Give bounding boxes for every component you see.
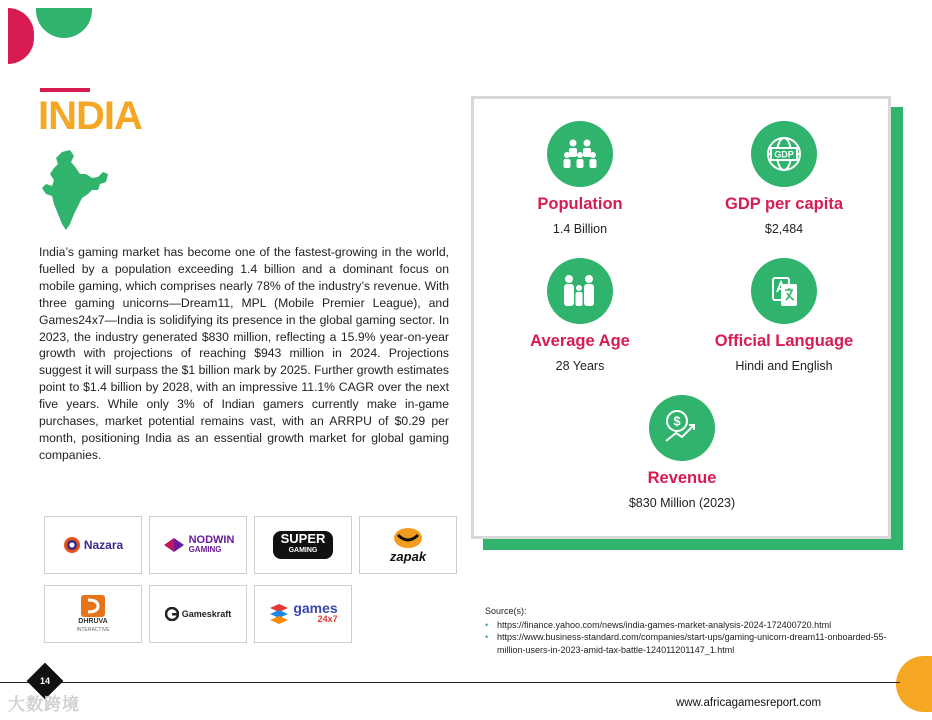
logo-nodwin <box>149 516 247 574</box>
intro-paragraph: India’s gaming market has become one of the fastest-growing in the world, fuelled by a population exceeding 1.4 billion and a dominant focus on mobile gaming, which comprises nearly 78% of the industry’s revenue. With three gaming unicorns—Dream11, MPL (Mobile Premier League), and Games24x7—India is solidifying its presence in the global gaming sector. In 2023, the industry generated $830 million, reflecting a 15.9% year-on-year growth with projections of reaching $943 million in 2024. Projections suggest it will surpass the $1 billion mark by 2025. Further growth estimates point to $1.4 billion by 2028, with an impressive 11.1% CAGR over the next five years. While only 3% of Indian gamers currently make in-game purchases, market potential remains vast, with an ARRPU of $0.29 per month, positioning India as an essential growth market for global gaming companies. <box>39 245 449 462</box>
source-link[interactable]: • https://www.business-standard.com/companies/start-ups/gaming-unicorn-dream11-onboarded-55-million-users-in-2023-amid-tax-battle-124011201147_1.html <box>497 631 905 655</box>
stat-gdp-label: GDP per capita <box>725 195 843 213</box>
stat-gdp <box>684 121 884 236</box>
dhruva-emblem-icon <box>80 594 106 618</box>
stat-age-value: 28 Years <box>555 359 605 373</box>
sources-block <box>485 605 905 656</box>
stat-language-label: Official Language <box>714 332 854 350</box>
svg-text:GDP: GDP <box>774 149 794 160</box>
stat-age-label: Average Age <box>530 332 630 350</box>
corner-decoration-red <box>8 8 34 64</box>
logo-nazara-text: Nazara <box>83 538 124 552</box>
corner-decoration-green <box>36 8 92 38</box>
family-icon <box>547 258 613 324</box>
stat-revenue-value: $830 Million (2023) <box>628 496 736 510</box>
logo-super-gaming <box>254 516 352 574</box>
page-number: 14 <box>39 676 50 686</box>
logo-nazara <box>44 516 142 574</box>
page-title: INDIA <box>38 94 142 138</box>
footer-website-link[interactable]: www.africagamesreport.com <box>676 697 822 709</box>
logo-zapak-text: zapak <box>389 549 427 564</box>
logo-games24x7 <box>254 585 352 643</box>
gdp-globe-icon <box>751 121 817 187</box>
footer-rule <box>0 682 900 683</box>
gameskraft-emblem-icon <box>165 607 179 621</box>
logo-games24x7-text: games <box>293 600 338 616</box>
logo-dhruva <box>44 585 142 643</box>
stat-average-age <box>480 258 680 373</box>
logo-nodwin-text: NODWIN <box>188 534 235 546</box>
zapak-emblem-icon <box>393 527 423 549</box>
games24x7-emblem-icon <box>268 603 290 625</box>
stat-population-label: Population <box>537 195 623 213</box>
stat-official-language <box>684 258 884 373</box>
india-map-icon <box>40 150 110 232</box>
nazara-emblem-icon <box>63 536 81 554</box>
sources-heading: Source(s): <box>485 606 527 616</box>
logo-nodwin-subtext: GAMING <box>188 545 222 554</box>
svg-text:$: $ <box>673 413 681 429</box>
source-link[interactable]: • https://finance.yahoo.com/news/india-games-market-analysis-2024-172400720.html <box>497 619 905 631</box>
stat-gdp-value: $2,484 <box>764 222 804 236</box>
sources-list <box>485 619 905 656</box>
stat-revenue <box>582 395 782 510</box>
corner-decoration-orange <box>896 656 932 712</box>
logo-dhruva-text: DHRUVA <box>78 618 108 625</box>
logo-gameskraft <box>149 585 247 643</box>
watermark-text: 大数跨境 <box>8 695 80 714</box>
stat-language-value: Hindi and English <box>735 359 833 373</box>
logo-gameskraft-text: Gameskraft <box>181 609 232 619</box>
stat-revenue-label: Revenue <box>647 469 717 487</box>
logo-super-text: SUPER <box>280 531 326 546</box>
stat-population-value: 1.4 Billion <box>552 222 608 236</box>
logo-games24x7-subtext: 24x7 <box>317 614 338 624</box>
people-icon <box>547 121 613 187</box>
logo-zapak <box>359 516 457 574</box>
nodwin-emblem-icon <box>162 536 186 554</box>
logo-dhruva-subtext: INTERACTIVE <box>76 627 110 633</box>
translate-icon <box>751 258 817 324</box>
revenue-growth-icon <box>649 395 715 461</box>
logo-super-subtext: GAMING <box>288 547 318 554</box>
title-rule <box>40 88 90 92</box>
stat-population <box>480 121 680 236</box>
